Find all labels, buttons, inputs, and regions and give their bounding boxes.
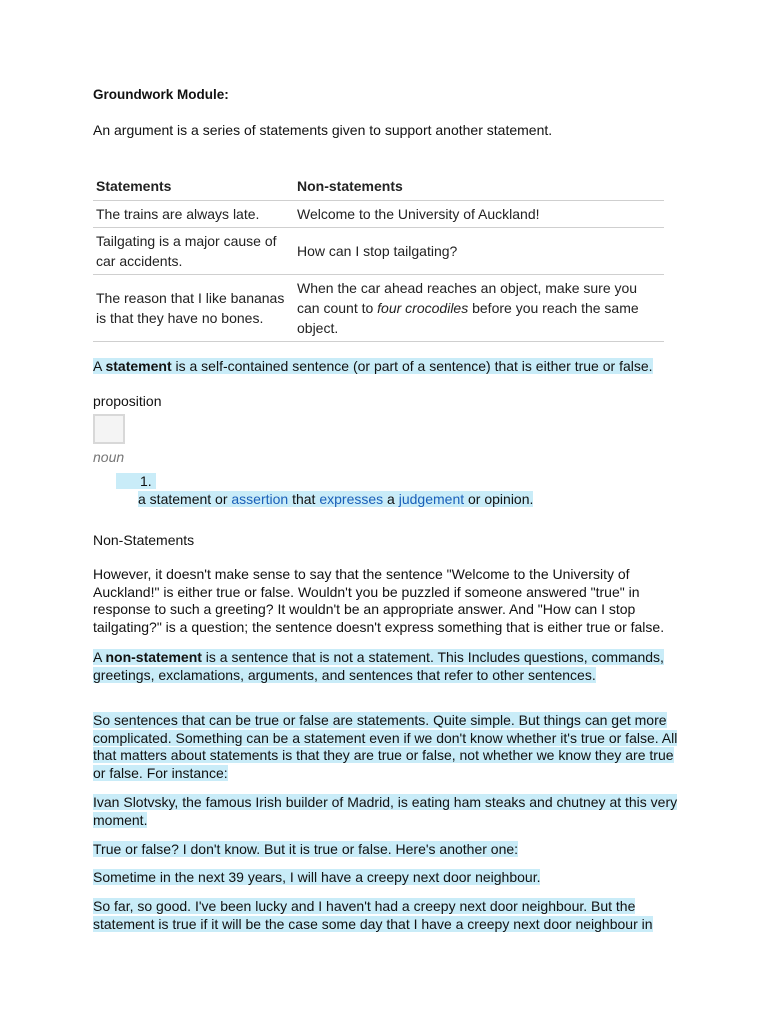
paragraph: However, it doesn't make sense to say that the sentence "Welcome to the University of Auckland!" is either true or false. Wouldn't you be puzzled if someone answered "true" in response to such a greeting? It wouldn't be an appropriate answer. And "How can I stop tailgating?" is a question; the sentence doesn't express something that is either true or false. (93, 566, 665, 635)
paragraph (93, 794, 683, 829)
link-expresses[interactable]: expresses (319, 491, 384, 507)
para-text: True or false? I don't know. But it is true or false. Here's another one: (93, 841, 519, 857)
table-cell: The reason that I like bananas is that they have no bones. (93, 275, 294, 342)
paragraph (93, 869, 683, 887)
definition-text: is a self-contained sentence (or part of a sentence) that is either true or false. (171, 358, 653, 374)
column-header-non-statements: Non-statements (294, 170, 664, 201)
def-text: that (288, 491, 320, 507)
cell-text: before you reach the same object. (297, 300, 639, 336)
paragraph (93, 841, 683, 859)
para-text: So far, so good. I've been lucky and I haven't had a creepy next door neighbour. But the statement is true if it will be the case some day that I have a creepy next door neighbour in (93, 898, 653, 932)
cell-text: When the car ahead reaches an object, make sure you can count to (297, 280, 638, 316)
table-cell: Tailgating is a major cause of car accidents. (93, 228, 294, 275)
emphasis-text: four crocodiles (377, 300, 469, 316)
def-text: a (383, 491, 399, 507)
table-cell: How can I stop tailgating? (294, 228, 664, 275)
intro-text: An argument is a series of statements given to support another statement. (93, 122, 553, 138)
para-text: is a sentence that is not a statement. This Includes questions, commands, greetings, exclamations, arguments, and sentences that refer to other sentences. (93, 649, 664, 683)
para-text: A (93, 649, 106, 665)
module-title: Groundwork Module: (93, 87, 229, 102)
column-header-statements: Statements (93, 170, 294, 201)
table-cell (294, 275, 664, 342)
para-text: Ivan Slotvsky, the famous Irish builder of Madrid, is eating ham steaks and chutney at this very moment. (93, 794, 678, 828)
table-row (93, 275, 664, 342)
definition-term: statement (105, 358, 172, 374)
link-assertion[interactable]: assertion (231, 491, 289, 507)
statements-table (93, 170, 664, 342)
table-cell: The trains are always late. (93, 201, 294, 228)
definition-prefix: A (93, 358, 106, 374)
table-header-row (93, 170, 664, 201)
paragraph (93, 898, 683, 933)
dictionary-definition (138, 491, 533, 507)
dictionary-word: proposition (93, 393, 162, 409)
table-row (93, 201, 664, 228)
definition-number: 1. (116, 473, 156, 489)
table-cell: Welcome to the University of Auckland! (294, 201, 664, 228)
para-text: So sentences that can be true or false are statements. Quite simple. But things can get more complicated. Something can be a statement even if we don't know whether it's true or false. All that matters about statements is that they are true or false, not whether we know they are true or false. For instance: (93, 712, 678, 781)
para-text: Sometime in the next 39 years, I will have a creepy next door neighbour. (93, 869, 541, 885)
part-of-speech: noun (93, 449, 125, 465)
paragraph (93, 649, 683, 684)
def-text: a statement or (138, 491, 232, 507)
audio-button[interactable] (93, 414, 125, 444)
section-heading: Non-Statements (93, 532, 195, 548)
link-judgement[interactable]: judgement (398, 491, 465, 507)
bold-term: non-statement (105, 649, 202, 665)
statement-definition (93, 357, 653, 375)
def-text: or opinion. (464, 491, 534, 507)
paragraph (93, 712, 683, 782)
table-row (93, 228, 664, 275)
